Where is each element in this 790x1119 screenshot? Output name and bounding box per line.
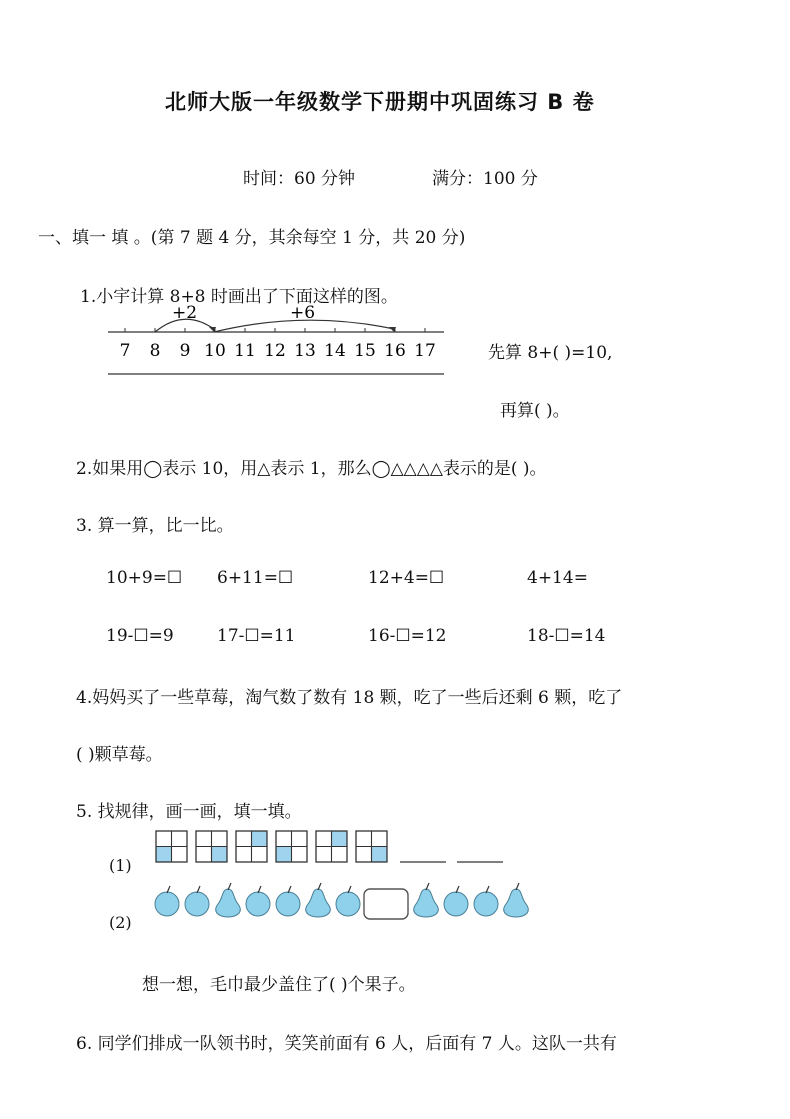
number-line-label: 13	[294, 341, 316, 361]
pear-icon	[306, 883, 330, 917]
question-4-line1: 4.妈妈买了一些草莓，淘气数了数有 18 颗，吃了一些后还剩 6 颗，吃了	[76, 688, 623, 708]
apple-icon	[155, 886, 179, 916]
q3-r2-c4: 18-☐=14	[527, 626, 606, 646]
apple-icon	[336, 886, 360, 916]
number-line-label: 15	[354, 341, 376, 361]
apple-icon	[246, 886, 270, 916]
q1-line-b: 再算( )。	[500, 401, 570, 421]
q3-r1-c3: 12+4=☐	[368, 568, 445, 588]
number-line-label: 11	[234, 341, 256, 361]
q3-r1-c1: 10+9=☐	[106, 568, 183, 588]
number-line-label: 14	[324, 341, 346, 361]
question-5: 5. 找规律，画一画，填一填。	[76, 802, 302, 822]
q3-r2-c1: 19-☐=9	[106, 626, 174, 646]
question-2: 2.如果用◯表示 10，用△表示 1，那么◯△△△△表示的是( )。	[76, 459, 547, 479]
number-line-label: 17	[414, 341, 436, 361]
q3-r2-c2: 17-☐=11	[217, 626, 296, 646]
number-line-ticks	[120, 328, 436, 361]
q3-r2-c3: 16-☐=12	[368, 626, 447, 646]
score-info: 满分：100 分	[432, 169, 538, 189]
number-line-label: 7	[119, 341, 131, 361]
apple-icon	[444, 886, 468, 916]
section-heading: 一、填一 填 。(第 7 题 4 分，其余每空 1 分，共 20 分)	[38, 228, 466, 248]
question-3: 3. 算一算，比一比。	[76, 516, 234, 536]
jump1-label: +2	[172, 303, 198, 323]
question-1: 1.小宇计算 8+8 时画出了下面这样的图。	[80, 287, 398, 307]
pattern-square	[196, 831, 227, 862]
pear-icon	[414, 883, 438, 917]
number-line-label: 12	[264, 341, 286, 361]
pear-icon	[216, 883, 240, 917]
pattern-square	[356, 831, 387, 862]
q1-line-a: 先算 8+( )=10,	[488, 343, 613, 363]
number-line-label: 8	[149, 341, 161, 361]
q5-label-1: (1)	[109, 856, 132, 875]
apple-icon	[474, 886, 498, 916]
pattern-square	[276, 831, 307, 862]
number-line-label: 10	[204, 341, 226, 361]
pattern-squares	[154, 828, 514, 868]
jump2-label: +6	[290, 303, 316, 323]
q3-r1-c4: 4+14=	[527, 568, 588, 588]
page-title: 北师大版一年级数学下册期中巩固练习 B 卷	[165, 90, 595, 114]
pattern-fruits	[150, 880, 530, 922]
number-line-figure	[100, 298, 450, 380]
question-4-line2: ( )颗草莓。	[76, 745, 163, 765]
pattern-square	[236, 831, 267, 862]
pear-icon	[504, 883, 528, 917]
apple-icon	[185, 886, 209, 916]
q5-label-2: (2)	[109, 913, 132, 932]
number-line-label: 16	[384, 341, 406, 361]
q3-r1-c2: 6+11=☐	[217, 568, 294, 588]
time-info: 时间：60 分钟	[243, 169, 356, 189]
apple-icon	[276, 886, 300, 916]
pattern-square	[156, 831, 187, 862]
q5-think: 想一想，毛巾最少盖住了( )个果子。	[142, 975, 416, 995]
question-6: 6. 同学们排成一队领书时，笑笑前面有 6 人，后面有 7 人。这队一共有	[76, 1034, 617, 1054]
pattern-square	[316, 831, 347, 862]
towel-cover	[364, 889, 408, 919]
number-line-label: 9	[179, 341, 191, 361]
